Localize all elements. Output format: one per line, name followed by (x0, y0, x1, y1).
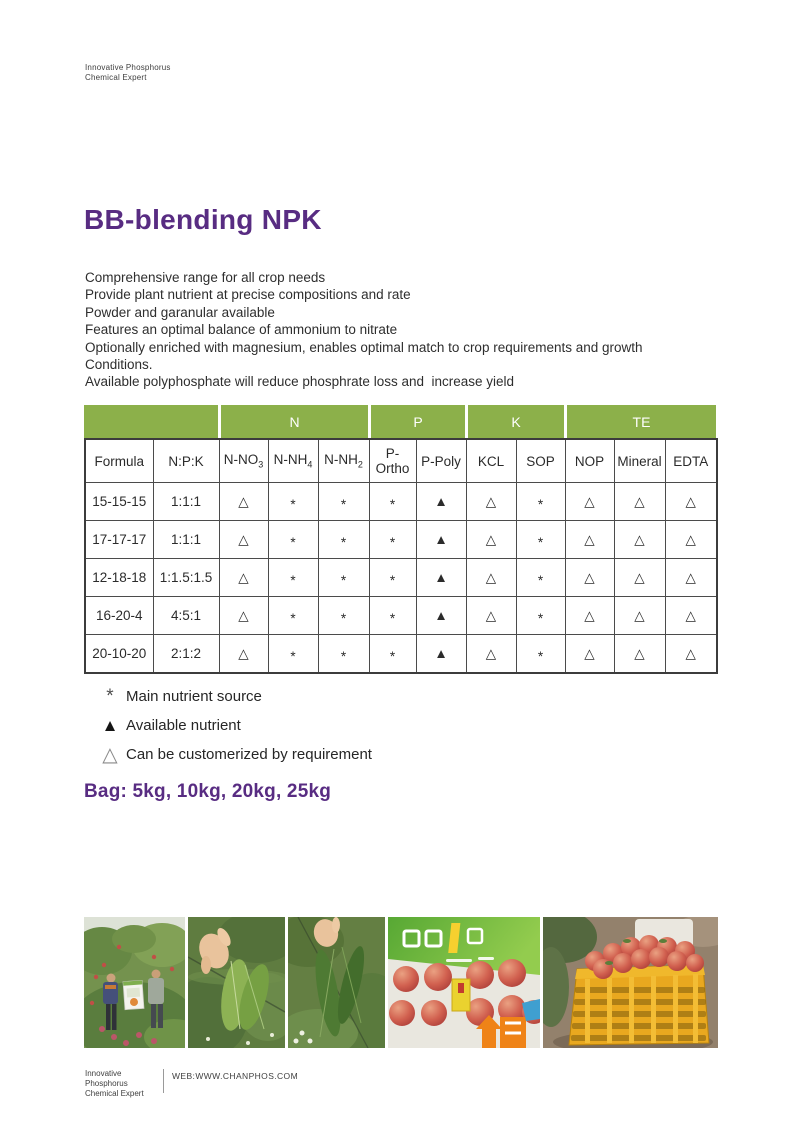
open-triangle-symbol: △ (665, 635, 717, 674)
open-triangle-symbol: △ (665, 521, 717, 559)
column-header-nop: NOP (565, 439, 614, 483)
npk-table (84, 438, 718, 674)
ratio-cell: 2:1:2 (153, 635, 219, 674)
feature-line: Optionally enriched with magnesium, enables optimal match to crop requirements and growth (85, 339, 643, 355)
legend-item (97, 682, 372, 711)
legend-text: Can be customerized by requirement (126, 746, 372, 763)
feature-line: Provide plant nutrient at precise compositions and rate (85, 287, 411, 303)
footer-website: WEB:WWW.CHANPHOS.COM (172, 1071, 299, 1081)
brand-tagline (85, 63, 171, 83)
ratio-cell: 4:5:1 (153, 597, 219, 635)
star-symbol: * (516, 597, 565, 635)
star-symbol: * (318, 597, 369, 635)
open-triangle-symbol: △ (466, 521, 516, 559)
filled-triangle-symbol: ▲ (416, 635, 466, 674)
feature-line: Powder and garanular available (85, 304, 275, 320)
column-header-n-nh: $N-NH_2$ (318, 439, 369, 483)
legend-item (97, 740, 372, 769)
footer-divider (163, 1069, 164, 1093)
star-symbol: * (369, 635, 416, 674)
table-header-row (85, 439, 717, 483)
feature-line: Comprehensive range for all crop needs (85, 270, 326, 285)
column-header-sop: SOP (516, 439, 565, 483)
legend-item (97, 711, 372, 740)
group-header-P: P (368, 405, 465, 438)
footer-brand (85, 1069, 161, 1099)
ratio-cell: 1:1:1 (153, 483, 219, 521)
column-header-kcl: KCL (466, 439, 516, 483)
column-header-n-p-k: N:P:K (153, 439, 219, 483)
formula-cell: 17-17-17 (85, 521, 153, 559)
formula-cell: 16-20-4 (85, 597, 153, 635)
column-header-n-nh: $N-NH_4$ (268, 439, 318, 483)
table-row (85, 635, 717, 674)
table-row (85, 597, 717, 635)
legend-text: Available nutrient (126, 717, 241, 734)
open-triangle-symbol: △ (466, 483, 516, 521)
photo-orchard-people-with-fertilizer-bag (84, 917, 185, 1048)
star-symbol: * (318, 521, 369, 559)
photo-crate-of-peaches (543, 917, 718, 1048)
photo-hand-holding-long-leaves (288, 917, 385, 1048)
open-triangle-symbol: △ (565, 483, 614, 521)
open-triangle-symbol: △ (614, 635, 665, 674)
star-symbol: * (369, 521, 416, 559)
star-symbol: * (268, 635, 318, 674)
formula-cell: 20-10-20 (85, 635, 153, 674)
column-header-n-no: $N-NO_3$ (219, 439, 268, 483)
star-symbol: * (318, 483, 369, 521)
group-header-K: K (465, 405, 564, 438)
photo-peaches-on-promotional-banner (388, 917, 540, 1048)
star-symbol: * (268, 559, 318, 597)
filled-triangle-symbol: ▲ (416, 559, 466, 597)
star-symbol: * (516, 521, 565, 559)
star-symbol: * (268, 597, 318, 635)
feature-line: Conditions. (85, 357, 153, 373)
open-triangle-symbol: △ (565, 597, 614, 635)
feature-line: Features an optimal balance of ammonium to nitrate (85, 322, 398, 338)
filled-symbol: ▲ (101, 715, 119, 735)
star-symbol: * (318, 559, 369, 597)
open-triangle-symbol: △ (565, 559, 614, 597)
open-triangle-symbol: △ (565, 635, 614, 674)
star-symbol: * (369, 559, 416, 597)
star-symbol: * (369, 597, 416, 635)
feature-line: Available polyphosphate will reduce phosphrate loss and increase yield (85, 374, 515, 390)
symbol-legend (97, 682, 372, 769)
open-triangle-symbol: △ (665, 559, 717, 597)
star-symbol: * (106, 685, 114, 707)
star-symbol: * (268, 521, 318, 559)
footer-brand-line2: Chemical Expert (85, 1089, 144, 1098)
group-header-N: N (218, 405, 368, 438)
open-symbol: △ (102, 744, 118, 766)
open-triangle-symbol: △ (614, 521, 665, 559)
star-symbol: * (516, 559, 565, 597)
bag-sizes: Bag: 5kg, 10kg, 20kg, 25kg (84, 781, 332, 802)
open-triangle-symbol: △ (219, 483, 268, 521)
column-header-mineral: Mineral (614, 439, 665, 483)
filled-triangle-symbol: ▲ (416, 597, 466, 635)
open-triangle-symbol: △ (614, 597, 665, 635)
page-footer (85, 1069, 298, 1099)
open-triangle-symbol: △ (665, 597, 717, 635)
photo-hand-holding-two-leaves (188, 917, 285, 1048)
open-triangle-symbol: △ (466, 635, 516, 674)
footer-brand-line1: Innovative Phosphorus (85, 1069, 128, 1088)
star-symbol: * (268, 483, 318, 521)
open-triangle-symbol: △ (614, 483, 665, 521)
column-header-p-ortho: P-Ortho (369, 439, 416, 483)
ratio-cell: 1:1.5:1.5 (153, 559, 219, 597)
open-triangle-symbol: △ (466, 597, 516, 635)
ratio-cell: 1:1:1 (153, 521, 219, 559)
star-symbol: * (318, 635, 369, 674)
open-triangle-symbol: △ (466, 559, 516, 597)
star-symbol: * (369, 483, 416, 521)
star-symbol: * (516, 635, 565, 674)
filled-triangle-symbol: ▲ (416, 483, 466, 521)
page-title: BB-blending NPK (84, 204, 322, 235)
open-triangle-symbol: △ (614, 559, 665, 597)
formula-cell: 12-18-18 (85, 559, 153, 597)
formula-cell: 15-15-15 (85, 483, 153, 521)
filled-triangle-symbol: ▲ (416, 521, 466, 559)
legend-text: Main nutrient source (126, 688, 262, 705)
open-triangle-symbol: △ (219, 635, 268, 674)
feature-list (85, 269, 643, 391)
brand-line2: Chemical Expert (85, 73, 147, 82)
table-group-header-band (84, 405, 718, 438)
table-row (85, 559, 717, 597)
open-triangle-symbol: △ (665, 483, 717, 521)
open-triangle-symbol: △ (219, 597, 268, 635)
open-triangle-symbol: △ (219, 521, 268, 559)
photo-strip (84, 917, 718, 1048)
brand-line1: Innovative Phosphorus (85, 63, 171, 72)
table-row (85, 521, 717, 559)
table-row (85, 483, 717, 521)
open-triangle-symbol: △ (565, 521, 614, 559)
group-header-TE: TE (564, 405, 716, 438)
npk-table-section (84, 405, 718, 674)
column-header-p-poly: P-Poly (416, 439, 466, 483)
star-symbol: * (516, 483, 565, 521)
column-header-formula: Formula (85, 439, 153, 483)
open-triangle-symbol: △ (219, 559, 268, 597)
group-header-blank (84, 405, 218, 438)
column-header-edta: EDTA (665, 439, 717, 483)
